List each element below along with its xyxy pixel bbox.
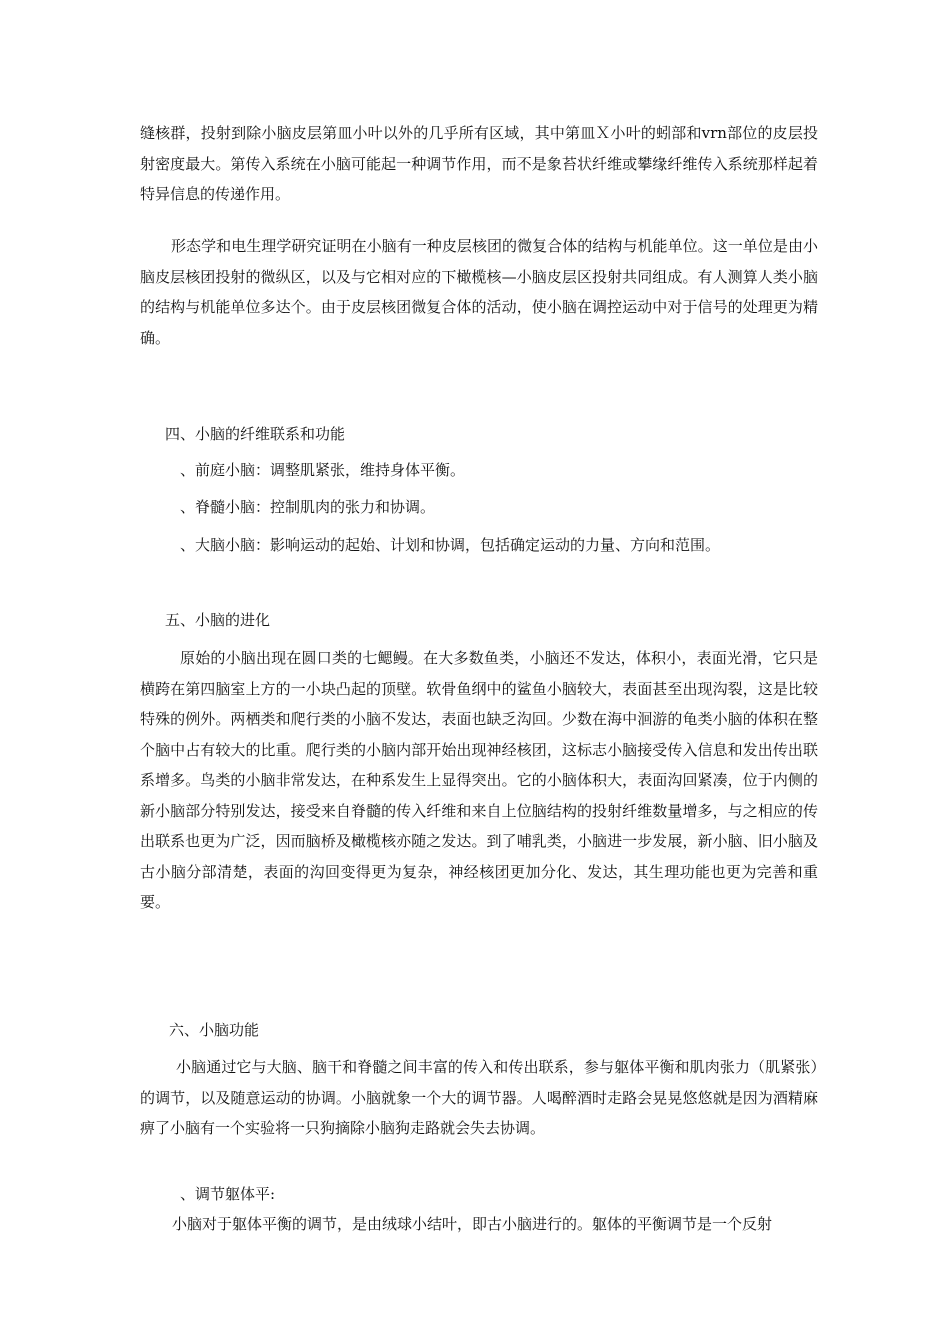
paragraph-function: 小脑通过它与大脑、脑干和脊髓之间丰富的传入和传出联系，参与躯体平衡和肌肉张力（肌紧张）的调节，以及随意运动的协调。小脑就象一个大的调节器。人喝醉酒时走路会晃晃悠悠就是因为酒精麻痹了小脑有一个实验将一只狗摘除小脑狗走路就会失去协调。 <box>140 1058 818 1137</box>
heading-section-5: 五、小脑的进化 <box>165 611 271 629</box>
list-item-vestibulocerebellum: 、前庭小脑：调整肌紧张，维持身体平衡。 <box>180 461 466 479</box>
list-item-spinocerebellum: 、脊髓小脑：控制肌肉的张力和协调。 <box>180 498 436 516</box>
paragraph-microcomplex: 形态学和电生理学研究证明在小脑有一种皮层核团的微复合体的结构与机能单位。这一单位是由小脑皮层核团投射的微纵区，以及与它相对应的下橄榄核—小脑皮层区投射共同组成。有人测算人类小脑的结构与机能单位多达个。由于皮层核团微复合体的活动，使小脑在调控运动中对于信号的处理更为精确。 <box>140 237 818 347</box>
heading-section-4: 四、小脑的纤维联系和功能 <box>165 425 346 443</box>
paragraph-evolution: 原始的小脑出现在圆口类的七鳃鳗。在大多数鱼类，小脑还不发达，体积小，表面光滑，它只是横跨在第四脑室上方的一小块凸起的顶壁。软骨鱼纲中的鲨鱼小脑较大，表面甚至出现沟裂，这是比较特殊的例外。两栖类和爬行类的小脑不发达，表面也缺乏沟回。少数在海中洄游的龟类小脑的体积在整个脑中占有较大的比重。爬行类的小脑内部开始出现神经核团，这标志小脑接受传入信息和发出传出联系增多。鸟类的小脑非常发达，在种系发生上显得突出。它的小脑体积大，表面沟回紧凑，位于内侧的新小脑部分特别发达，接受来自脊髓的传入纤维和来自上位脑结构的投射纤维数量增多，与之相应的传出联系也更为广泛，因而脑桥及橄榄核亦随之发达。到了哺乳类，小脑进一步发展，新小脑、旧小脑及古小脑分部清楚，表面的沟回变得更为复杂，神经核团更加分化、发达，其生理功能也更为完善和重要。 <box>140 649 818 911</box>
heading-section-6: 六、小脑功能 <box>169 1021 260 1039</box>
list-item-balance: 、调节躯体平: <box>180 1185 276 1203</box>
list-item-cerebrocerebellum: 、大脑小脑：影响运动的起始、计划和协调，包括确定运动的力量、方向和范围。 <box>180 536 721 554</box>
paragraph-balance: 小脑对于躯体平衡的调节，是由绒球小结叶，即古小脑进行的。躯体的平衡调节是一个反射 <box>172 1215 773 1233</box>
paragraph-afferent-system: 缝核群，投射到除小脑皮层第皿小叶以外的几乎所有区域，其中第皿Ｘ小叶的蚓部和vrn部位的皮层投射密度最大。第传入系统在小脑可能起一种调节作用，而不是象苔状纤维或攀缘纤维传入系统那样起着特异信息的传递作用。 <box>140 124 818 203</box>
